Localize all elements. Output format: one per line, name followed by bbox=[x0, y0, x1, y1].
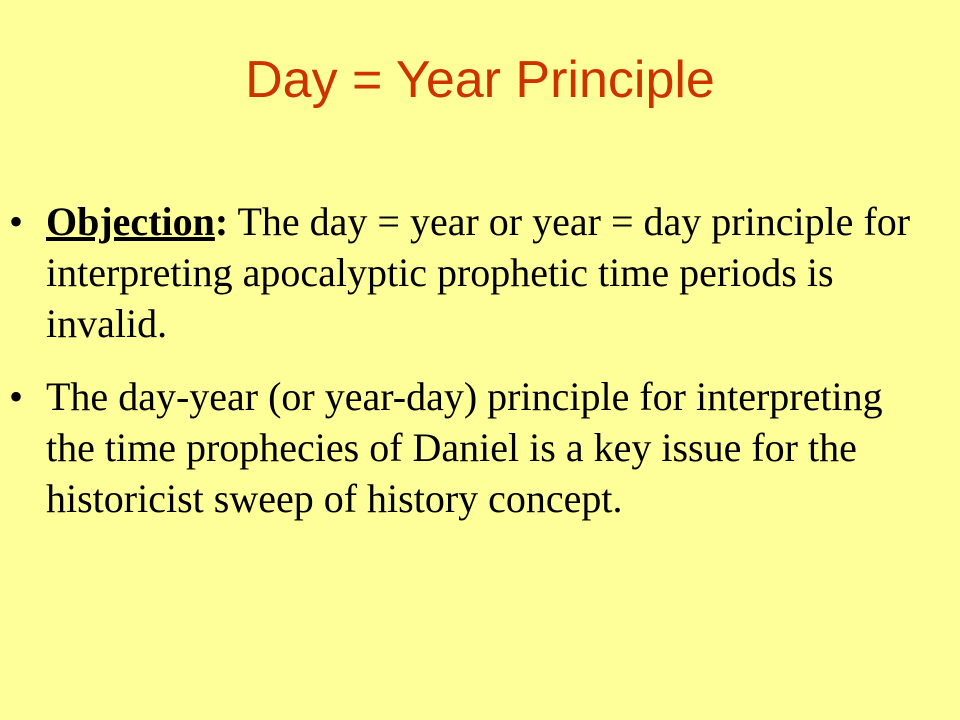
bullet-item-objection bbox=[0, 196, 940, 349]
bullet-lead-colon: : bbox=[214, 199, 229, 244]
bullet-icon: • bbox=[9, 374, 24, 419]
bullet-text: The day = year or year = day principle for interpreting apocalyptic prophetic time periods is invalid. bbox=[46, 199, 911, 346]
bullet-list bbox=[0, 196, 960, 546]
bullet-lead-label: Objection bbox=[46, 199, 215, 244]
bullet-icon: • bbox=[9, 199, 24, 244]
slide-title: Day = Year Principle bbox=[245, 51, 715, 109]
bullet-text: The day-year (or year-day) principle for interpreting the time prophecies of Daniel is a key issue for the historicist sweep of history concept. bbox=[46, 374, 883, 521]
bullet-item-day-year bbox=[0, 371, 940, 524]
